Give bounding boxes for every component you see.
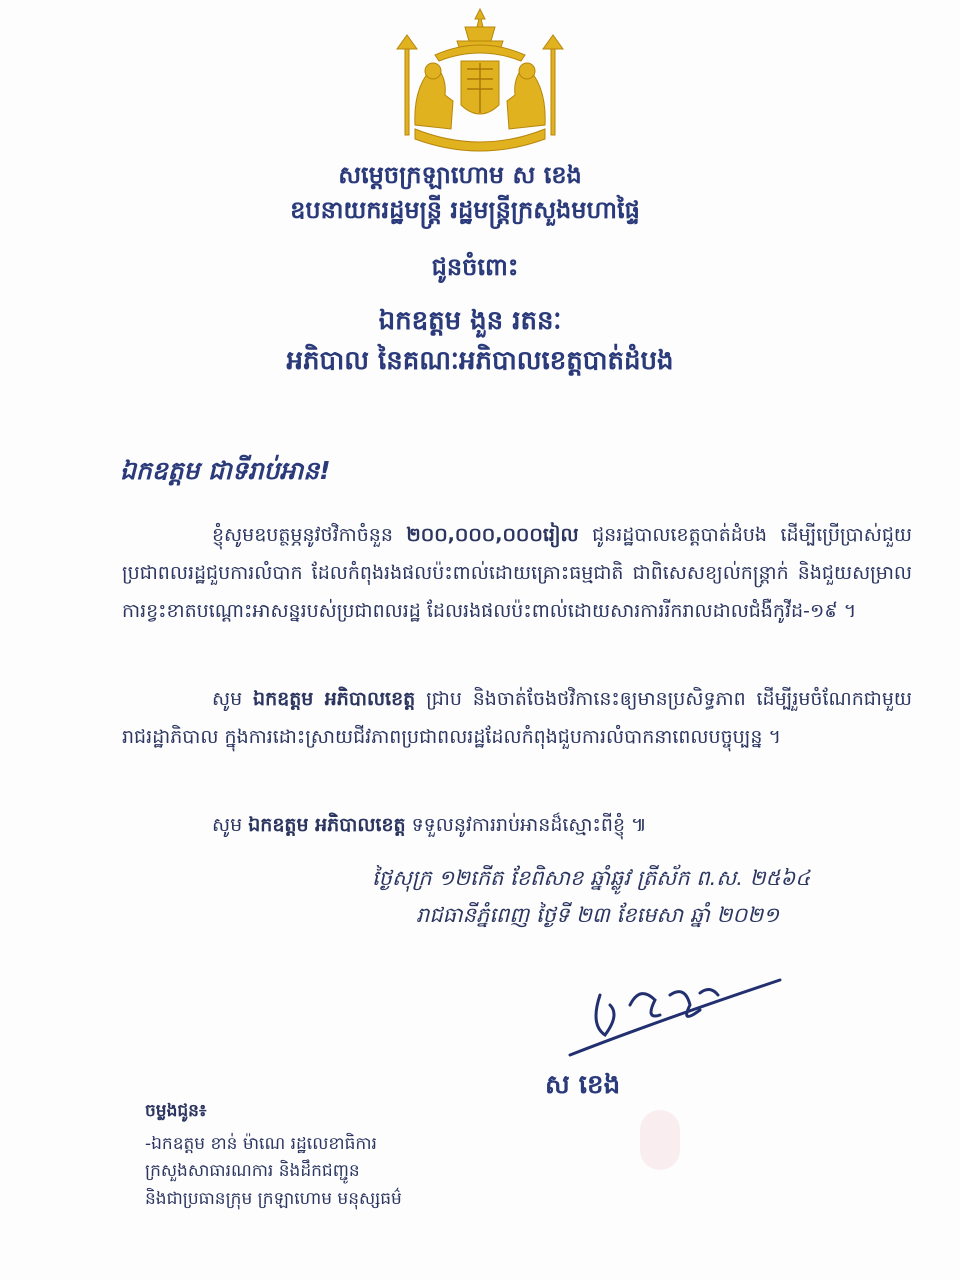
paragraph-donation-post: ជូនរដ្ឋបាលខេត្តបាត់ដំបង ដើម្បីប្រើប្រាស់ជួយប្រជាពលរដ្ឋជួបការលំបាក ដែលកំពុងរងផលប៉ះពាល់ដោយគ្រោះធម្មជាតិ ជាពិសេសខ្យល់កន្ត្រាក់ និងជួយសម្រាលការខ្វះខាតបណ្តោះអាសន្នរបស់ប្រជាពលរដ្ឋ ដែលរងផលប៉ះពាល់ដោយសារការរីករាលដាលជំងឺកូវីដ-១៩ ។ (122, 524, 912, 622)
paragraph-request (122, 680, 912, 756)
handwritten-signature-icon (560, 965, 790, 1065)
paragraph-request-post: ជ្រាប និងចាត់ចែងថវិកានេះឲ្យមានប្រសិទ្ធភាព ដើម្បីរួមចំណែកជាមួយរាជរដ្ឋាភិបាល ក្នុងការដោះស្រាយជីវភាពប្រជាពលរដ្ឋដែលកំពុងជួបការលំបាកនាពេលបច្ចុប្បន្ន ។ (122, 688, 912, 748)
salutation: ឯកឧត្តម ជាទីរាប់អាន! (120, 456, 331, 485)
donation-amount: ២០០,០០០,០០០រៀល (406, 524, 579, 546)
paragraph-request-pre: សូម (212, 688, 243, 710)
paragraph-request-bold: ឯកឧត្តម អភិបាលខេត្ត (253, 688, 416, 710)
paragraph-donation-pre: ខ្ញុំសូមឧបត្ថម្ភនូវថវិកាចំនួន (212, 524, 393, 546)
recipient-name: ឯកឧត្តម ងួន រតនៈ (378, 306, 562, 336)
paragraph-closing-post: ទទួលនូវការរាប់អានដ៏ស្មោះពីខ្ញុំ ៕ (411, 814, 647, 836)
paragraph-closing-bold: ឯកឧត្តម អភិបាលខេត្ត (248, 814, 406, 836)
cc-label: ចម្លងជូន៖ (145, 1101, 207, 1121)
paragraph-donation (122, 516, 912, 630)
addressed-to-label: ជូនចំពោះ (431, 253, 519, 281)
sender-position: ឧបនាយករដ្ឋមន្ត្រី រដ្ឋមន្ត្រីក្រសួងមហាផ្ទៃ (290, 196, 640, 224)
cc-line-2: ក្រសួងសាធារណការ និងដឹកជញ្ជូន (145, 1161, 360, 1181)
date-solar: រាជធានីភ្នំពេញ ថ្ងៃទី ២៣ ខែមេសា ឆ្នាំ ២០២១ (416, 903, 780, 927)
royal-arms-emblem-icon (395, 5, 565, 153)
faint-stamp (640, 1110, 680, 1170)
paragraph-closing-pre: សូម (212, 814, 243, 836)
cc-line-1: -ឯកឧត្តម ខាន់ ម៉ាណេ រដ្ឋលេខាធិការ (145, 1134, 377, 1154)
recipient-position: អភិបាល នៃគណៈអភិបាលខេត្តបាត់ដំបង (286, 346, 674, 376)
cc-line-3: និងជាប្រធានក្រុម ក្រឡាហោម មនុស្សធម៌ (145, 1189, 402, 1209)
date-lunar: ថ្ងៃសុក្រ ១២កើត ខែពិសាខ ឆ្នាំឆ្លូវ ត្រីស័ក ព.ស. ២៥៦៤ (372, 866, 811, 890)
paragraph-closing (212, 806, 912, 844)
signatory-name: ស ខេង (545, 1070, 621, 1100)
sender-title: សម្តេចក្រឡាហោម ស ខេង (338, 161, 582, 189)
